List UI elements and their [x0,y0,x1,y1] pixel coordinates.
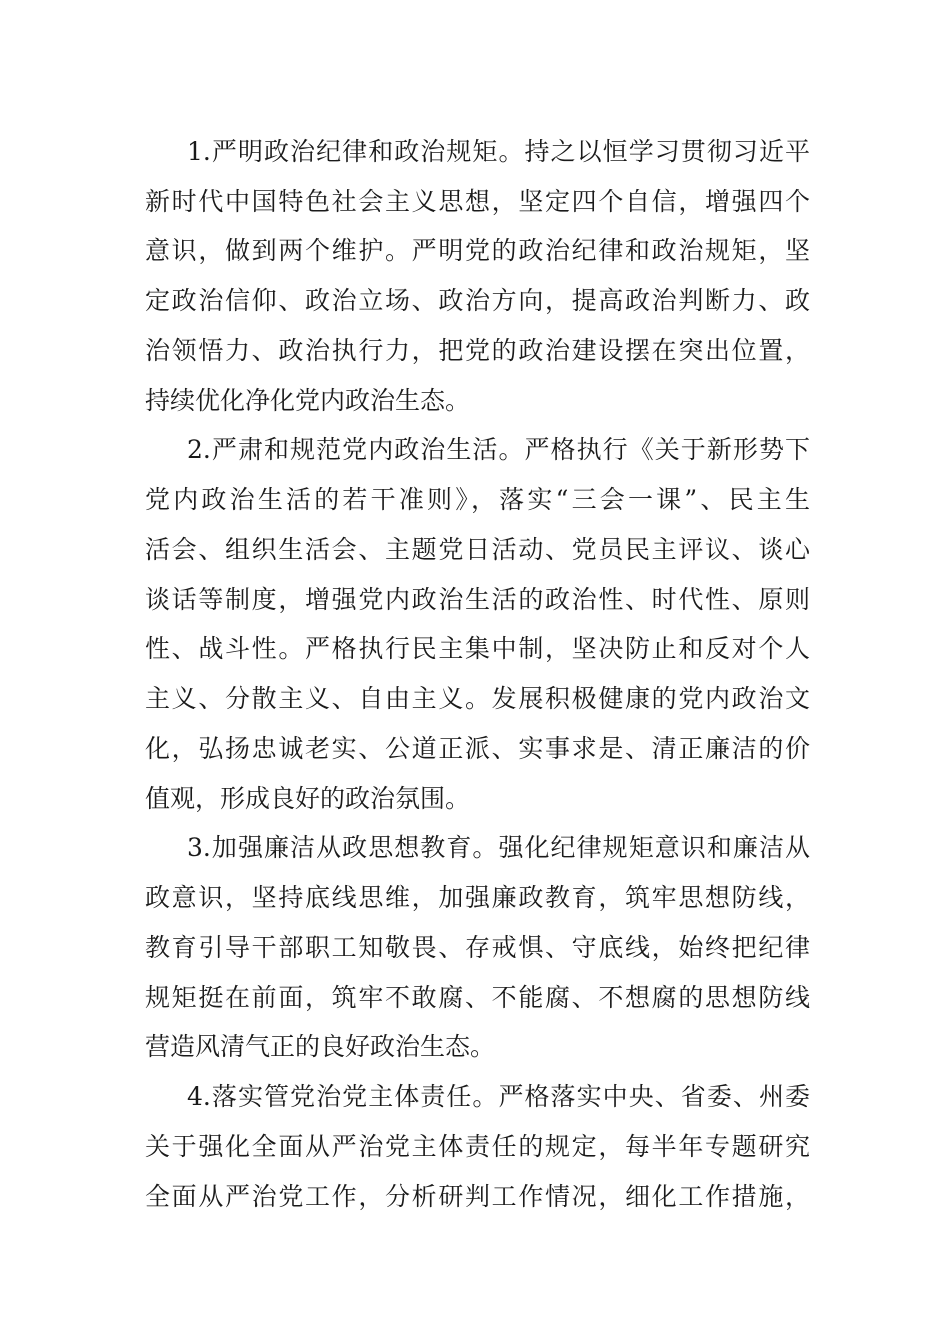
paragraph-line: 主义、分散主义、自由主义。发展积极健康的党内政治文 [145,684,810,713]
paragraph-line: 3.加强廉洁从政思想教育。强化纪律规矩意识和廉洁从 [187,833,810,862]
paragraph-line: 值观，形成良好的政治氛围。 [145,784,471,813]
paragraph-line: 教育引导干部职工知敬畏、存戒惧、守底线，始终把纪律 [145,933,810,962]
paragraph-line: 4.落实管党治党主体责任。严格落实中央、省委、州委 [187,1082,810,1111]
paragraph-line: 性、战斗性。严格执行民主集中制，坚决防止和反对个人 [145,634,810,663]
paragraph-line: 活会、组织生活会、主题党日活动、党员民主评议、谈心 [145,535,810,564]
paragraph-line: 化，弘扬忠诚老实、公道正派、实事求是、清正廉洁的价 [145,734,810,763]
paragraph-line: 营造风清气正的良好政治生态。 [145,1032,496,1061]
paragraph-line: 意识，做到两个维护。严明党的政治纪律和政治规矩，坚 [145,236,810,265]
paragraph-line: 党内政治生活的若干准则》，落实“三会一课”、民主生 [145,485,810,514]
paragraph-line: 持续优化净化党内政治生态。 [145,386,471,415]
paragraph-line: 规矩挺在前面，筑牢不敢腐、不能腐、不想腐的思想防线 [145,983,810,1012]
paragraph-line: 新时代中国特色社会主义思想，坚定四个自信，增强四个 [145,187,810,216]
paragraph-line: 治领悟力、政治执行力，把党的政治建设摆在突出位置， [145,336,810,365]
paragraph-line: 定政治信仰、政治立场、政治方向，提高政治判断力、政 [145,286,810,315]
paragraph-line: 关于强化全面从严治党主体责任的规定，每半年专题研究 [145,1132,810,1161]
paragraph-line: 谈话等制度，增强党内政治生活的政治性、时代性、原则 [145,585,810,614]
paragraph-line: 2.严肃和规范党内政治生活。严格执行《关于新形势下 [187,435,810,464]
paragraph-line: 全面从严治党工作，分析研判工作情况，细化工作措施， [145,1182,810,1211]
paragraph-line: 政意识，坚持底线思维，加强廉政教育，筑牢思想防线， [145,883,810,912]
paragraph-line: 1.严明政治纪律和政治规矩。持之以恒学习贯彻习近平 [187,137,810,166]
